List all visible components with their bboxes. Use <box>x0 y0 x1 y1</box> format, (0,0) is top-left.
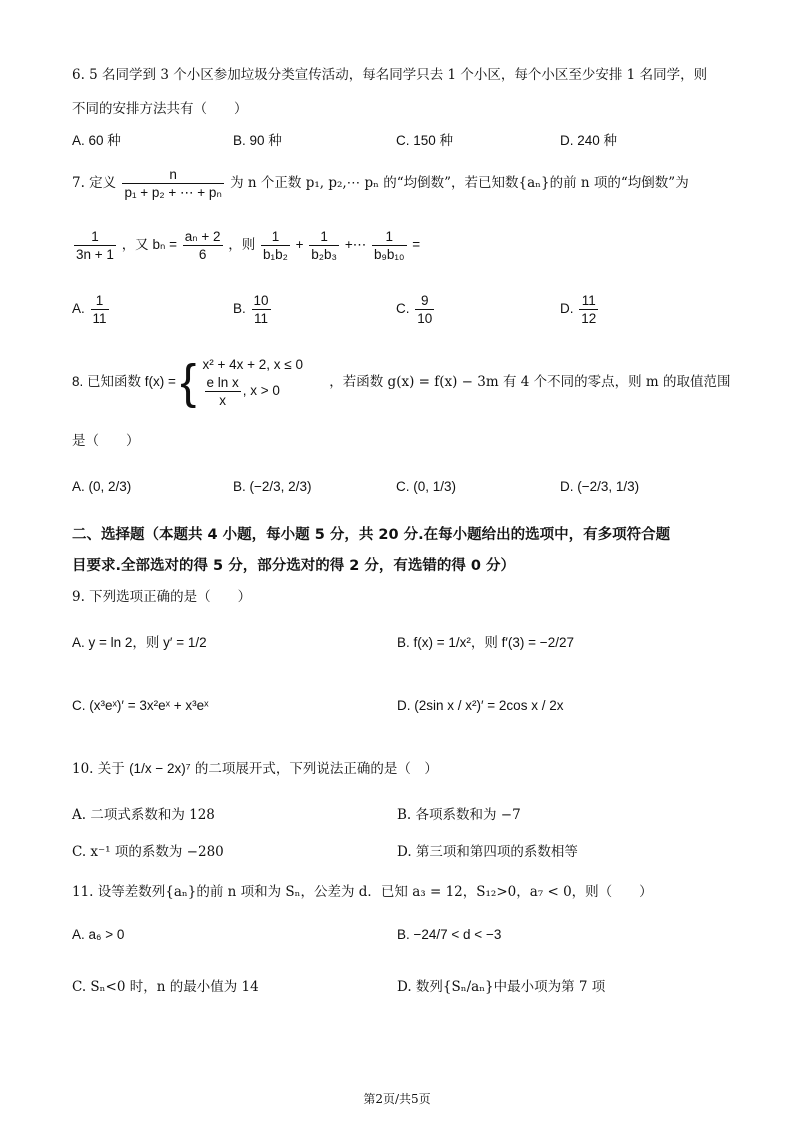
q8-option-a-text: (0, 2/3) <box>88 479 132 494</box>
q9-option-d[interactable]: D. (2sin x / x²)′ = 2cos x / 2x <box>397 698 564 713</box>
q8-line1 <box>72 356 731 409</box>
q8-case2-frac <box>205 374 241 409</box>
q7-sum-term1-den: b₁b₂ <box>263 247 288 262</box>
q7-avg-fraction <box>74 228 116 263</box>
q7-option-c-num: 9 <box>421 293 429 308</box>
q7-sum-term2 <box>309 228 339 263</box>
q7-option-b-den: 11 <box>252 309 271 327</box>
q8-option-d-label: D. <box>560 479 574 494</box>
q8-option-b-text: (−2/3, 2/3) <box>249 479 312 494</box>
q8-case2-den: x <box>205 391 241 409</box>
q10-expr: (1/x − 2x)⁷ <box>129 761 191 776</box>
q7-option-a-num: 1 <box>95 293 104 308</box>
q7-option-c-frac <box>415 292 434 327</box>
q7-option-b-label: B. <box>233 301 246 317</box>
q8-case1: x² + 4x + 2, x ≤ 0 <box>202 357 303 372</box>
q11-option-d[interactable]: D. 数列{Sₙ/aₙ}中最小项为第 7 项 <box>397 979 606 995</box>
section2-heading-line2: 目要求.全部选对的得 5 分，部分选对的得 2 分，有选错的得 0 分） <box>72 558 516 574</box>
q7-option-d-frac <box>579 292 598 327</box>
q9-option-b[interactable]: B. f(x) = 1/x²，则 f′(3) = −2/27 <box>397 635 574 650</box>
q7-option-a-frac <box>91 292 109 327</box>
q7-then: ，则 <box>228 237 256 253</box>
q7-def-den: p₁ + p₂ + ⋯ + pₙ <box>124 185 222 200</box>
q10-option-b[interactable]: B. 各项系数和为 −7 <box>397 807 521 823</box>
q9-stem: 9. 下列选项正确的是（ ） <box>72 589 252 605</box>
q11-option-c[interactable]: C. Sₙ<0 时，n 的最小值为 14 <box>72 979 259 995</box>
q7-option-c-den: 10 <box>417 311 433 326</box>
q11-option-b[interactable]: B. −24/7 < d < −3 <box>397 927 502 942</box>
q8-prefix: 8. 已知函数 f(x) = <box>72 374 176 389</box>
q8-option-c-text: (0, 1/3) <box>413 479 457 494</box>
q8-option-c-label: C. <box>396 479 410 494</box>
q10-option-d[interactable]: D. 第三项和第四项的系数相等 <box>397 844 578 860</box>
q8-option-a[interactable] <box>72 478 131 496</box>
q6-option-d[interactable]: D. 240 种 <box>560 133 618 148</box>
q7-mid: 为 n 个正数 p₁, p₂,⋯ pₙ 的“均倒数”，若已知数{aₙ}的前 n 项的“均倒数”为 <box>230 175 689 191</box>
q7-plus: + <box>295 237 304 253</box>
q7-sum-term1 <box>261 228 290 263</box>
q7-option-b[interactable] <box>233 292 273 327</box>
q7-sum-term3-num: 1 <box>385 229 393 244</box>
q7-option-c[interactable] <box>396 292 436 327</box>
q10-option-a[interactable]: A. 二项式系数和为 128 <box>72 807 215 823</box>
q7-avg-den: 3n + 1 <box>76 247 114 262</box>
q7-def-fraction <box>122 166 223 201</box>
q7-def-num: n <box>169 167 177 182</box>
q8-case2 <box>203 374 303 409</box>
q11-option-a[interactable]: A. a₆ > 0 <box>72 927 125 942</box>
q8-option-a-label: A. <box>72 479 85 494</box>
q10-option-c[interactable]: C. x⁻¹ 项的系数为 −280 <box>72 844 224 860</box>
q7-option-a[interactable] <box>72 292 111 327</box>
q7-option-b-num: 10 <box>253 293 269 308</box>
q8-case2-tail: , x > 0 <box>242 383 280 399</box>
q10-stem-post: 的二项展开式，下列说法正确的是（ ） <box>194 761 438 777</box>
q11-stem: 11. 设等差数列{aₙ}的前 n 项和为 Sₙ，公差为 d．已知 a₃ = 12，S₁₂>0，a₇ < 0，则（ ） <box>72 884 653 900</box>
q9-option-c[interactable]: C. (x³eˣ)′ = 3x²eˣ + x³eˣ <box>72 698 209 713</box>
q8-cases <box>203 356 303 409</box>
q8-option-b[interactable] <box>233 478 311 496</box>
q8-option-b-label: B. <box>233 479 246 494</box>
q7-line2 <box>72 228 420 263</box>
q6-line1: 6. 5 名同学到 3 个小区参加垃圾分类宣传活动，每名同学只去 1 个小区，每个小区至少安排 1 名同学，则 <box>72 67 708 83</box>
q7-option-c-label: C. <box>396 301 410 317</box>
q7-sum-term2-den: b₂b₃ <box>311 247 338 262</box>
q7-avg-num: 1 <box>91 229 99 244</box>
q7-option-d[interactable] <box>560 292 600 327</box>
q6-option-b[interactable]: B. 90 种 <box>233 133 282 148</box>
q6-option-a[interactable]: A. 60 种 <box>72 133 121 148</box>
q7-option-d-label: D. <box>560 301 574 317</box>
q7-option-a-label: A. <box>72 301 85 317</box>
q7-prefix: 7. 定义 <box>72 175 117 191</box>
q7-sum-term1-num: 1 <box>271 229 280 244</box>
q9-option-a[interactable]: A. y = ln 2，则 y′ = 1/2 <box>72 635 207 650</box>
q8-option-d-text: (−2/3, 1/3) <box>577 479 640 494</box>
q7-option-d-den: 12 <box>581 311 597 326</box>
q7-sum-term3-den: b₉b₁₀ <box>373 247 405 262</box>
q6-line2: 不同的安排方法共有（ ） <box>72 101 248 117</box>
q8-rest: ，若函数 g(x) = f(x) − 3m 有 4 个不同的零点，则 m 的取值范围 <box>329 374 731 390</box>
q6-option-c[interactable]: C. 150 种 <box>396 133 454 148</box>
q7-plus-dots: +⋯ <box>344 237 367 253</box>
q7-sum-term3 <box>372 228 407 263</box>
q7-bn-den: 6 <box>183 245 223 263</box>
q8-line2: 是（ ） <box>72 433 140 449</box>
q7-option-a-den: 11 <box>92 311 107 326</box>
q8-option-d[interactable] <box>560 478 639 496</box>
q10-stem-pre: 10. 关于 <box>72 761 125 777</box>
q7-bn-num: aₙ + 2 <box>184 229 221 244</box>
section2-heading-line1: 二、选择题（本题共 4 小题，每小题 5 分，共 20 分.在每小题给出的选项中，有多项符合题 <box>72 527 671 543</box>
q7-bn-label: ，又 bₙ = <box>121 237 177 253</box>
q10-stem <box>72 760 438 778</box>
q7-option-d-num: 11 <box>581 293 596 308</box>
q7-bn-fraction <box>183 228 223 263</box>
q8-option-c[interactable] <box>396 478 456 496</box>
page-footer: 第2页/共5页 <box>363 1092 431 1106</box>
q7-option-b-frac <box>252 292 271 327</box>
q7-line1 <box>72 166 689 201</box>
q8-brace: { <box>180 355 197 409</box>
q7-sum-term2-num: 1 <box>320 229 328 244</box>
q8-case2-num: e ln x <box>206 375 239 390</box>
q7-equals: = <box>412 237 421 253</box>
